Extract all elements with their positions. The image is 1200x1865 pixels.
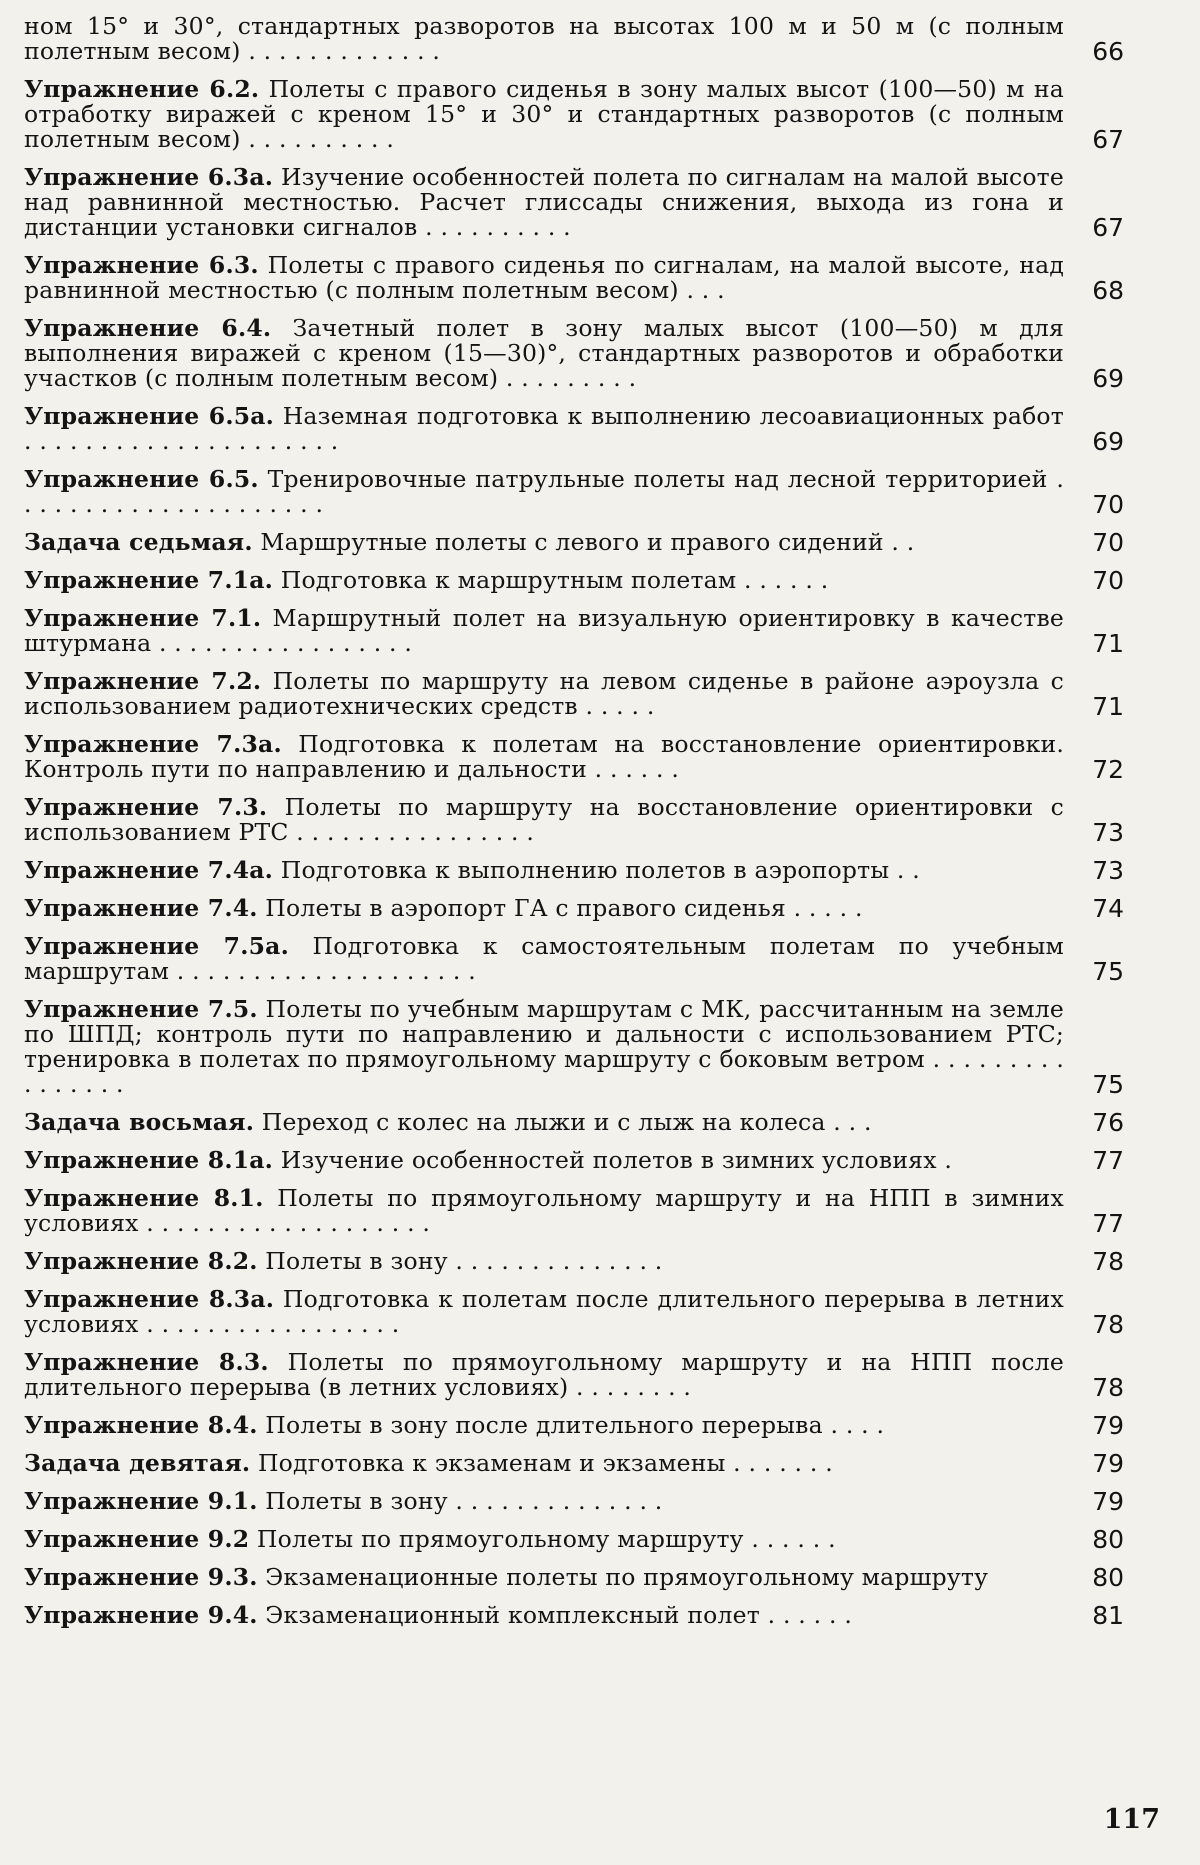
toc-entry-lead: Упражнение 7.1а. xyxy=(24,566,274,594)
toc-entry-text xyxy=(24,732,1064,782)
toc-entry-title: Изучение особенностей полета по сигналам на малой высоте над равнинной местностью. Расчет глиссады снижения, выхода из гона и дистанции установки сигналов . . . . . . . . . . xyxy=(24,163,1064,241)
toc-entry xyxy=(24,1186,1124,1236)
toc-list xyxy=(24,14,1124,1628)
toc-entry-page: 67 xyxy=(1092,213,1124,242)
toc-entry xyxy=(24,1489,1124,1514)
toc-entry-lead: Упражнение 6.4. xyxy=(24,314,272,342)
toc-entry-text xyxy=(24,795,1064,845)
toc-entry xyxy=(24,1413,1124,1438)
toc-entry-lead: Упражнение 8.1. xyxy=(24,1184,264,1212)
toc-entry-text xyxy=(24,14,1064,64)
toc-entry xyxy=(24,404,1124,454)
toc-entry-lead: Задача девятая. xyxy=(24,1449,251,1477)
toc-entry-title: Полеты с правого сиденья по сигналам, на малой высоте, над равнинной местностью (с полным полетным весом) . . . xyxy=(24,251,1064,304)
toc-entry-lead: Упражнение 6.3а. xyxy=(24,163,274,191)
toc-entry xyxy=(24,1148,1124,1173)
toc-entry xyxy=(24,1451,1124,1476)
toc-entry-page: 67 xyxy=(1092,125,1124,154)
toc-entry xyxy=(24,1350,1124,1400)
toc-entry xyxy=(24,530,1124,555)
toc-entry-text xyxy=(24,1413,1064,1438)
toc-entry-page: 78 xyxy=(1092,1373,1124,1402)
toc-entry xyxy=(24,858,1124,883)
toc-entry-title: Маршрутные полеты с левого и правого сидений . . xyxy=(252,528,915,556)
toc-entry-page: 70 xyxy=(1092,490,1124,519)
toc-entry-text xyxy=(24,77,1064,152)
toc-entry xyxy=(24,1110,1124,1135)
toc-entry-page: 79 xyxy=(1092,1449,1124,1478)
toc-entry-title: Полеты в аэропорт ГА с правого сиденья . . . . . xyxy=(257,894,863,922)
toc-entry-title: Зачетный полет в зону малых высот (100—50) м для выполнения виражей с креном (15—30)°, стандартных разворотов и обработки участков (с полным полетным весом) . . . . . . . . . xyxy=(24,314,1064,392)
toc-entry xyxy=(24,568,1124,593)
toc-entry-lead: Упражнение 6.5а. xyxy=(24,402,275,430)
toc-entry-lead: Задача седьмая. xyxy=(24,528,253,556)
toc-entry-title: ном 15° и 30°, стандартных разворотов на высотах 100 м и 50 м (с полным полетным весом) . . . . . . . . . . . . . xyxy=(24,12,1064,65)
toc-entry-title: Полеты по маршруту на левом сиденье в районе аэроузла с использованием радиотехнических средств . . . . . xyxy=(24,667,1065,720)
toc-entry-lead: Упражнение 6.3. xyxy=(24,251,259,279)
toc-entry-title: Полеты в зону . . . . . . . . . . . . . . xyxy=(257,1247,663,1275)
toc-entry-lead: Упражнение 7.3. xyxy=(24,793,268,821)
toc-entry-title: Полеты с правого сиденья в зону малых высот (100—50) м на отработку виражей с креном 15° и 30° и стандартных разворотов (с полным полетным весом) . . . . . . . . . . xyxy=(24,75,1065,153)
toc-entry-page: 66 xyxy=(1092,37,1124,66)
toc-entry-page: 80 xyxy=(1092,1563,1124,1592)
toc-entry-text xyxy=(24,1527,1064,1552)
toc-entry-text xyxy=(24,1603,1064,1628)
toc-entry-text xyxy=(24,253,1064,303)
toc-entry-page: 70 xyxy=(1092,566,1124,595)
toc-entry xyxy=(24,1565,1124,1590)
toc-entry-lead: Упражнение 7.5а. xyxy=(24,932,289,960)
toc-entry-page: 75 xyxy=(1092,957,1124,986)
toc-entry-text xyxy=(24,568,1064,593)
toc-entry-lead: Упражнение 8.4. xyxy=(24,1411,258,1439)
toc-entry-text xyxy=(24,1350,1064,1400)
toc-entry-lead: Упражнение 9.1. xyxy=(24,1487,258,1515)
toc-entry xyxy=(24,732,1124,782)
toc-entry-page: 73 xyxy=(1092,818,1124,847)
toc-page xyxy=(24,14,1124,1641)
toc-entry-page: 79 xyxy=(1092,1411,1124,1440)
toc-entry-title: Полеты в зону . . . . . . . . . . . . . . xyxy=(257,1487,663,1515)
toc-entry-title: Полеты по учебным маршрутам с МК, рассчитанным на земле по ШПД; контроль пути по направлению и дальности с использованием РТС; тренировка в полетах по прямоугольному маршруту с боковым ветром . . . . . . . . . . . . . . . . xyxy=(24,995,1064,1098)
toc-entry-text xyxy=(24,1489,1064,1514)
toc-entry xyxy=(24,467,1124,517)
toc-entry-page: 78 xyxy=(1092,1247,1124,1276)
toc-entry-text xyxy=(24,934,1064,984)
toc-entry-lead: Задача восьмая. xyxy=(24,1108,255,1136)
toc-entry-title: Наземная подготовка к выполнению лесоавиационных работ . . . . . . . . . . . . . . . . . . . . . xyxy=(24,402,1064,455)
toc-entry xyxy=(24,77,1124,152)
toc-entry-text xyxy=(24,1148,1064,1173)
toc-entry-title: Изучение особенностей полетов в зимних условиях . xyxy=(273,1146,953,1174)
toc-entry-lead: Упражнение 7.2. xyxy=(24,667,262,695)
toc-entry-title: Тренировочные патрульные полеты над лесной территорией . . . . . . . . . . . . . . . . . . . . . xyxy=(24,465,1065,518)
toc-entry-text xyxy=(24,530,1064,555)
toc-entry-lead: Упражнение 6.2. xyxy=(24,75,260,103)
toc-entry-title: Экзаменационный комплексный полет . . . . . . xyxy=(257,1601,852,1629)
toc-entry-text xyxy=(24,896,1064,921)
toc-entry-title: Полеты по маршруту на восстановление ориентировки с использованием РТС . . . . . . . . . . . . . . . . xyxy=(24,793,1065,846)
toc-entry xyxy=(24,14,1124,64)
toc-entry-text xyxy=(24,467,1064,517)
toc-entry-page: 71 xyxy=(1092,692,1124,721)
toc-entry-title: Подготовка к выполнению полетов в аэропорты . . xyxy=(273,856,920,884)
toc-entry-page: 70 xyxy=(1092,528,1124,557)
toc-entry-lead: Упражнение 9.3. xyxy=(24,1563,258,1591)
toc-entry-text xyxy=(24,1565,1064,1590)
toc-entry-text xyxy=(24,858,1064,883)
toc-entry-title: Полеты по прямоугольному маршруту и на НПП в зимних условиях . . . . . . . . . . . . . . . . . . . xyxy=(24,1184,1065,1237)
toc-entry-page: 69 xyxy=(1092,427,1124,456)
page-number: 117 xyxy=(1103,1804,1160,1835)
toc-entry xyxy=(24,1287,1124,1337)
toc-entry-lead: Упражнение 9.2 xyxy=(24,1525,250,1553)
toc-entry-lead: Упражнение 6.5. xyxy=(24,465,259,493)
toc-entry-title: Полеты в зону после длительного перерыва . . . . xyxy=(257,1411,885,1439)
toc-entry-page: 80 xyxy=(1092,1525,1124,1554)
toc-entry-lead: Упражнение 7.1. xyxy=(24,604,262,632)
toc-entry-title: Полеты по прямоугольному маршруту и на НПП после длительного перерыва (в летних условиях) . . . . . . . . xyxy=(24,1348,1064,1401)
toc-entry-text xyxy=(24,316,1064,391)
toc-entry-title: Подготовка к полетам на восстановление ориентировки. Контроль пути по направлению и дальности . . . . . . xyxy=(24,730,1064,783)
toc-entry-text xyxy=(24,669,1064,719)
toc-entry-text xyxy=(24,1451,1064,1476)
toc-entry xyxy=(24,669,1124,719)
toc-entry xyxy=(24,165,1124,240)
toc-entry-text xyxy=(24,404,1064,454)
toc-entry-lead: Упражнение 7.5. xyxy=(24,995,258,1023)
toc-entry-page: 73 xyxy=(1092,856,1124,885)
toc-entry-lead: Упражнение 7.4. xyxy=(24,894,258,922)
toc-entry-page: 72 xyxy=(1092,755,1124,784)
toc-entry-text xyxy=(24,1186,1064,1236)
toc-entry-title: Полеты по прямоугольному маршруту . . . . . . xyxy=(249,1525,836,1553)
toc-entry xyxy=(24,316,1124,391)
toc-entry-text xyxy=(24,997,1064,1097)
toc-entry-page: 74 xyxy=(1092,894,1124,923)
toc-entry-page: 69 xyxy=(1092,364,1124,393)
toc-entry-page: 78 xyxy=(1092,1310,1124,1339)
toc-entry-page: 71 xyxy=(1092,629,1124,658)
toc-entry xyxy=(24,1249,1124,1274)
toc-entry-text xyxy=(24,1249,1064,1274)
toc-entry-lead: Упражнение 8.3. xyxy=(24,1348,269,1376)
toc-entry-lead: Упражнение 8.3а. xyxy=(24,1285,275,1313)
toc-entry-title: Экзаменационные полеты по прямоугольному маршруту xyxy=(257,1563,989,1591)
toc-entry xyxy=(24,997,1124,1097)
toc-entry-page: 76 xyxy=(1092,1108,1124,1137)
toc-entry-page: 75 xyxy=(1092,1070,1124,1099)
toc-entry xyxy=(24,1603,1124,1628)
toc-entry-title: Подготовка к маршрутным полетам . . . . . . xyxy=(273,566,829,594)
toc-entry-text xyxy=(24,606,1064,656)
toc-entry-text xyxy=(24,1287,1064,1337)
toc-entry-page: 68 xyxy=(1092,276,1124,305)
toc-entry-lead: Упражнение 8.1а. xyxy=(24,1146,274,1174)
toc-entry-page: 79 xyxy=(1092,1487,1124,1516)
toc-entry xyxy=(24,253,1124,303)
toc-entry xyxy=(24,896,1124,921)
toc-entry xyxy=(24,934,1124,984)
toc-entry-title: Подготовка к самостоятельным полетам по учебным маршрутам . . . . . . . . . . . . . . . . . . . . xyxy=(24,932,1064,985)
toc-entry xyxy=(24,1527,1124,1552)
toc-entry-lead: Упражнение 9.4. xyxy=(24,1601,258,1629)
toc-entry-title: Маршрутный полет на визуальную ориентировку в качестве штурмана . . . . . . . . . . . . . . . . . xyxy=(24,604,1065,657)
toc-entry-page: 77 xyxy=(1092,1209,1124,1238)
toc-entry-title: Переход с колес на лыжи и с лыж на колеса . . . xyxy=(254,1108,872,1136)
toc-entry-title: Подготовка к полетам после длительного перерыва в летних условиях . . . . . . . . . . . . . . . . . xyxy=(24,1285,1064,1338)
toc-entry-page: 81 xyxy=(1092,1601,1124,1630)
toc-entry-title: Подготовка к экзаменам и экзамены . . . . . . . xyxy=(250,1449,833,1477)
toc-entry-lead: Упражнение 8.2. xyxy=(24,1247,258,1275)
toc-entry-page: 77 xyxy=(1092,1146,1124,1175)
toc-entry-lead: Упражнение 7.3а. xyxy=(24,730,282,758)
toc-entry xyxy=(24,606,1124,656)
toc-entry-text xyxy=(24,1110,1064,1135)
toc-entry-lead: Упражнение 7.4а. xyxy=(24,856,274,884)
toc-entry-text xyxy=(24,165,1064,240)
toc-entry xyxy=(24,795,1124,845)
